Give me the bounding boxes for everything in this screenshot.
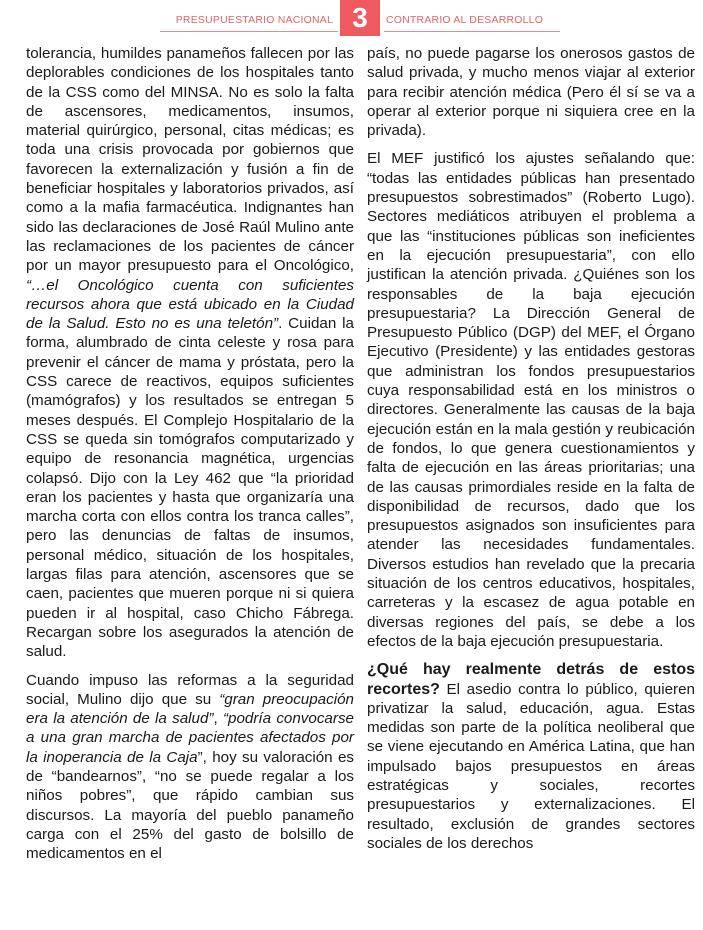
- left-p2-text-b: ,: [213, 710, 223, 728]
- header-left-rule: [160, 31, 338, 32]
- left-p2-quote-2: “podría convocarse a una gran marcha de pacientes afectados por la inoperancia de la Caja: [26, 710, 354, 766]
- left-column: [26, 44, 354, 872]
- page-header: [0, 0, 703, 40]
- header-right-rule: [384, 31, 560, 32]
- page-number-badge: 3: [340, 0, 380, 36]
- right-column: [367, 44, 695, 862]
- right-paragraph-2: El MEF justificó los ajustes señalando que: “todas las entidades públicas han presentado presupuestos sobrestimados” (Roberto Lugo). Sectores mediáticos atribuyen el problema a que las “instituciones públicas son ineficientes en la ejecución presupuestaria”, con ello justifican la atención privada. ¿Quiénes son los responsables de la baja ejecución presupuestaria? La Dirección General de Presupuesto Público (DGP) del MEF, el Órgano Ejecutivo (Presidente) y las entidades gestoras que administran los fondos presupuestarios cuya responsabilidad está en los ministros o directores. Generalmente las causas de la baja ejecución están en la mala gestión y reubicación de fondos, lo que genera cuestionamientos y falta de ejecución en las áreas prioritarias; una de las causas primordiales reside en la falta de disponibilidad de recursos, dado que los presupuestos asignados son insuficientes para atender las necesidades fundamentales. Diversos estudios han revelado que la precaria situación de los centros educativos, hospitales, carreteras y la escasez de agua potable en diversas regiones del país, se debe a los efectos de la baja ejecución presupuestaria.: [367, 150, 695, 650]
- header-right-label: CONTRARIO AL DESARROLLO: [386, 14, 544, 26]
- left-paragraph-1: [26, 44, 354, 662]
- left-p2-text-c: ”, hoy su valoración es de “bandearnos”, “no se puede regalar a los niños pobres”, que rápido cambian sus discursos. La mayoría del pueblo panameño carga con el 25% del gasto de bolsillo de medicamentos en el: [26, 748, 354, 863]
- left-p1-text-a: tolerancia, humildes panameños fallecen por las deplorables condiciones de los hospitales tanto de la CSS como del MINSA. No es solo la falta de ascensores, medicamentos, insumos, material quirúrgico, personal, citas médicas; es toda una crisis provocada por gobiernos que favorecen la externalización y fusión a fin de beneficiar hospitales y laboratorios privados, así como a la mafia farmacéutica. Indignantes han sido las declaraciones de José Raúl Mulino ante las reclamaciones de los pacientes de cáncer por un mayor presupuesto para el Oncológico,: [26, 45, 354, 275]
- section-subheading: ¿Qué hay realmente detrás de estos recortes?: [367, 661, 695, 698]
- left-p2-text-a: Cuando impuso las reformas a la seguridad social, Mulino dijo que su: [26, 671, 354, 708]
- left-paragraph-2: [26, 671, 354, 864]
- left-p1-quote: “…el Oncológico cuenta con suficientes recursos ahora que está ubicado en la Ciudad de la Salud. Esto no es una teletón”: [26, 276, 354, 333]
- right-paragraph-1: país, no puede pagarse los onerosos gastos de salud privada, y mucho menos viajar al exterior para recibir atención médica (Pero él sí se va a operar al exterior porque ni siquiera cree en la privada).: [367, 45, 695, 140]
- left-p1-text-b: . Cuidan la forma, alumbrado de cinta celeste y rosa para prevenir el cáncer de mama y próstata, pero la CSS carece de reactivos, equipos suficientes (mamógrafos) y los resultados se entregan 5 meses después. El Complejo Hospitalario de la CSS se queda sin tomógrafos computarizado y equipo de resonancia magnética, urgencias colapsó. Dijo con la Ley 462 que “la prioridad eran los pacientes y hasta que organizaría una marcha corta con ellos contra los tranca calles”, pero las denuncias de faltas de insumos, personal médico, situación de los hospitales, largas filas para atención, ascensores que se caen, pacientes que mueren porque ni si quiera pueden ir al hospital, caso Chicho Fábrega. Recargan sobre los asegurados la atención de salud.: [26, 315, 354, 661]
- right-p3-text: El asedio contra lo público, quieren privatizar la salud, educación, agua. Estas medidas son parte de la política neoliberal que se viene ejecutando en América Latina, que han impulsado bajos presupuestos en áreas estratégicas y sociales, recortes presupuestarios y externalizaciones. El resultado, exclusión de grandes sectores sociales de los derechos: [367, 680, 695, 852]
- left-p2-quote-1: “gran preocupación era la atención de la salud”: [26, 690, 354, 728]
- header-left-label: PRESUPUESTARIO NACIONAL: [175, 14, 333, 26]
- right-paragraph-3: [367, 660, 695, 853]
